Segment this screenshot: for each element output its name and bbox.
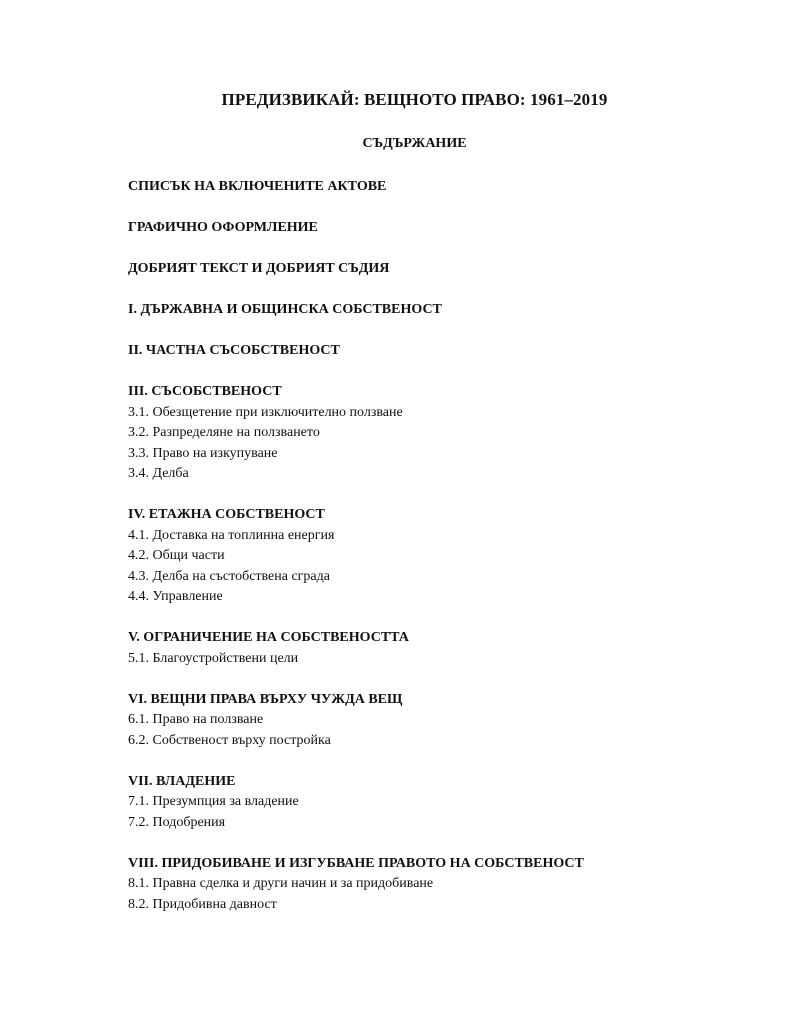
toc-section bbox=[128, 218, 728, 239]
toc-section bbox=[128, 177, 728, 198]
toc-subsection-list bbox=[128, 403, 728, 485]
toc-section bbox=[128, 772, 728, 834]
toc-subsection-item: 6.2. Собственост върху постройка bbox=[128, 732, 331, 748]
toc-subsection-item: 7.2. Подобрения bbox=[128, 814, 226, 830]
document-title: ПРЕДИЗВИКАЙ: ВЕЩНОТО ПРАВО: 1961–2019 bbox=[221, 90, 608, 109]
toc-section bbox=[128, 690, 728, 752]
toc-section-title: VI. ВЕЩНИ ПРАВА ВЪРХУ ЧУЖДА ВЕЩ bbox=[128, 691, 403, 707]
toc-section-title: ДОБРИЯТ ТЕКСТ И ДОБРИЯТ СЪДИЯ bbox=[128, 261, 390, 276]
toc-section-title: III. СЪСОБСТВЕНОСТ bbox=[128, 384, 282, 399]
toc-subsection-item: 4.2. Общи части bbox=[128, 548, 225, 563]
toc-section-title: СПИСЪК НА ВКЛЮЧЕНИТЕ АКТОВЕ bbox=[128, 179, 387, 194]
toc-section-title: I. ДЪРЖАВНА И ОБЩИНСКА СОБСТВЕНОСТ bbox=[128, 302, 442, 317]
toc-section bbox=[128, 259, 728, 280]
toc-subsection-list bbox=[128, 792, 728, 833]
toc-section bbox=[128, 300, 728, 321]
toc-subsection-item: 7.1. Презумпция за владение bbox=[128, 794, 299, 809]
toc-subsection-item: 3.1. Обезщетение при изключително ползване bbox=[128, 404, 403, 420]
toc-section-title: ГРАФИЧНО ОФОРМЛЕНИЕ bbox=[128, 220, 318, 235]
toc-section bbox=[128, 382, 728, 485]
toc-subsection-item: 5.1. Благоустройствени цели bbox=[128, 650, 299, 666]
toc-section-title: V. ОГРАНИЧЕНИЕ НА СОБСТВЕНОСТТА bbox=[128, 630, 409, 645]
toc-subsection-item: 6.1. Право на ползване bbox=[128, 712, 264, 727]
toc-section-title: VII. ВЛАДЕНИЕ bbox=[128, 773, 236, 789]
toc-section-title: IV. ЕТАЖНА СОБСТВЕНОСТ bbox=[128, 507, 325, 522]
table-of-contents bbox=[128, 177, 728, 936]
toc-subsection-item: 4.1. Доставка на топлинна енергия bbox=[128, 527, 335, 543]
toc-heading: СЪДЪРЖАНИЕ bbox=[362, 136, 467, 151]
toc-subsection-list bbox=[128, 649, 728, 670]
toc-section bbox=[128, 628, 728, 669]
toc-subsection-item: 3.3. Право на изкупуване bbox=[128, 445, 278, 461]
toc-section bbox=[128, 341, 728, 362]
toc-subsection-list bbox=[128, 710, 728, 751]
toc-section-title: VIII. ПРИДОБИВАНЕ И ИЗГУБВАНЕ ПРАВОТО НА СОБСТВЕНОСТ bbox=[128, 855, 584, 871]
toc-section bbox=[128, 505, 728, 608]
toc-subsection-item: 3.2. Разпределяне на ползването bbox=[128, 425, 320, 440]
toc-subsection-item: 8.2. Придобивна давност bbox=[128, 896, 277, 912]
toc-subsection-item: 4.4. Управление bbox=[128, 589, 223, 604]
toc-subsection-list bbox=[128, 874, 728, 915]
toc-section-title: II. ЧАСТНА СЪСОБСТВЕНОСТ bbox=[128, 343, 340, 358]
toc-section bbox=[128, 854, 728, 916]
toc-subsection-item: 4.3. Делба на състобствена сграда bbox=[128, 568, 330, 584]
toc-subsection-item: 3.4. Делба bbox=[128, 466, 189, 481]
toc-subsection-list bbox=[128, 526, 728, 608]
toc-subsection-item: 8.1. Правна сделка и други начин и за придобиване bbox=[128, 876, 434, 891]
